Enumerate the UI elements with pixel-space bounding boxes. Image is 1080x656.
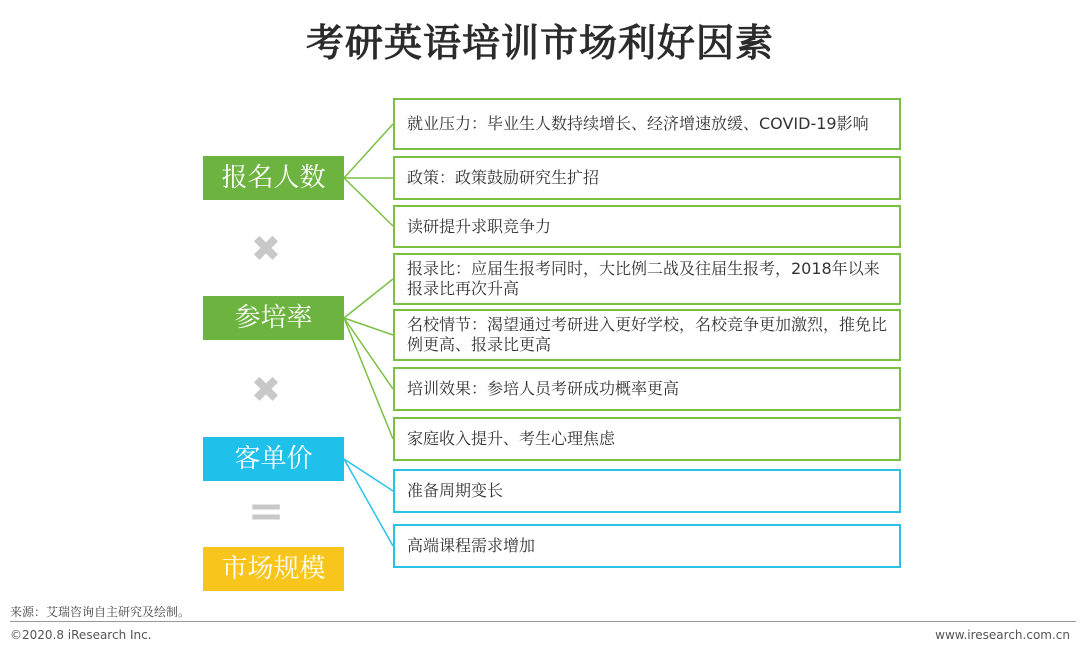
connector-line (344, 459, 393, 546)
reason-box (393, 98, 901, 150)
reason-box (393, 417, 901, 461)
reason-text: 准备周期变长 (407, 481, 504, 500)
factor-participation-rate: 参培率 (203, 296, 344, 340)
footer-divider (10, 621, 1076, 622)
reason-text: 高端课程需求增加 (407, 536, 536, 555)
connector-line (344, 124, 393, 178)
reason-text: 家庭收入提升、考生心理焦虑 (407, 429, 616, 448)
multiply-icon: ✖ (250, 370, 282, 411)
reason-text: 报录比：应届生报考同时，大比例二战及往届生报考，2018年以来报录比再次升高 (407, 259, 880, 298)
reason-text: 就业压力：毕业生人数持续增长、经济增速放缓、COVID-19影响 (407, 114, 869, 133)
reason-box (393, 156, 901, 200)
reason-box (393, 309, 901, 361)
connector-line (344, 318, 393, 335)
reason-box (393, 253, 901, 305)
connector-line (344, 178, 393, 226)
factor-applicants: 报名人数 (203, 156, 344, 200)
reason-box (393, 469, 901, 513)
reason-box (393, 367, 901, 411)
multiply-icon: ✖ (250, 229, 282, 270)
reason-text: 读研提升求职竞争力 (407, 216, 552, 236)
factor-unit-price: 客单价 (203, 437, 344, 481)
equals-icon: = (247, 486, 285, 537)
connector-line (344, 279, 393, 318)
reason-box (393, 205, 901, 248)
reason-box (393, 524, 901, 568)
website-url: www.iresearch.com.cn (935, 628, 1070, 642)
reason-text: 名校情节：渴望通过考研进入更好学校，名校竞争更加激烈，推免比例更高、报录比更高 (407, 315, 888, 354)
copyright: ©2020.8 iResearch Inc. (10, 628, 152, 642)
reason-text: 培训效果：参培人员考研成功概率更高 (407, 379, 680, 398)
connector-line (344, 459, 393, 491)
reason-text: 政策：政策鼓励研究生扩招 (407, 168, 600, 187)
factor-market-size: 市场规模 (203, 547, 344, 591)
page-title: 考研英语培训市场利好因素 (305, 21, 774, 65)
source-note: 来源：艾瑞咨询自主研究及绘制。 (10, 605, 191, 619)
